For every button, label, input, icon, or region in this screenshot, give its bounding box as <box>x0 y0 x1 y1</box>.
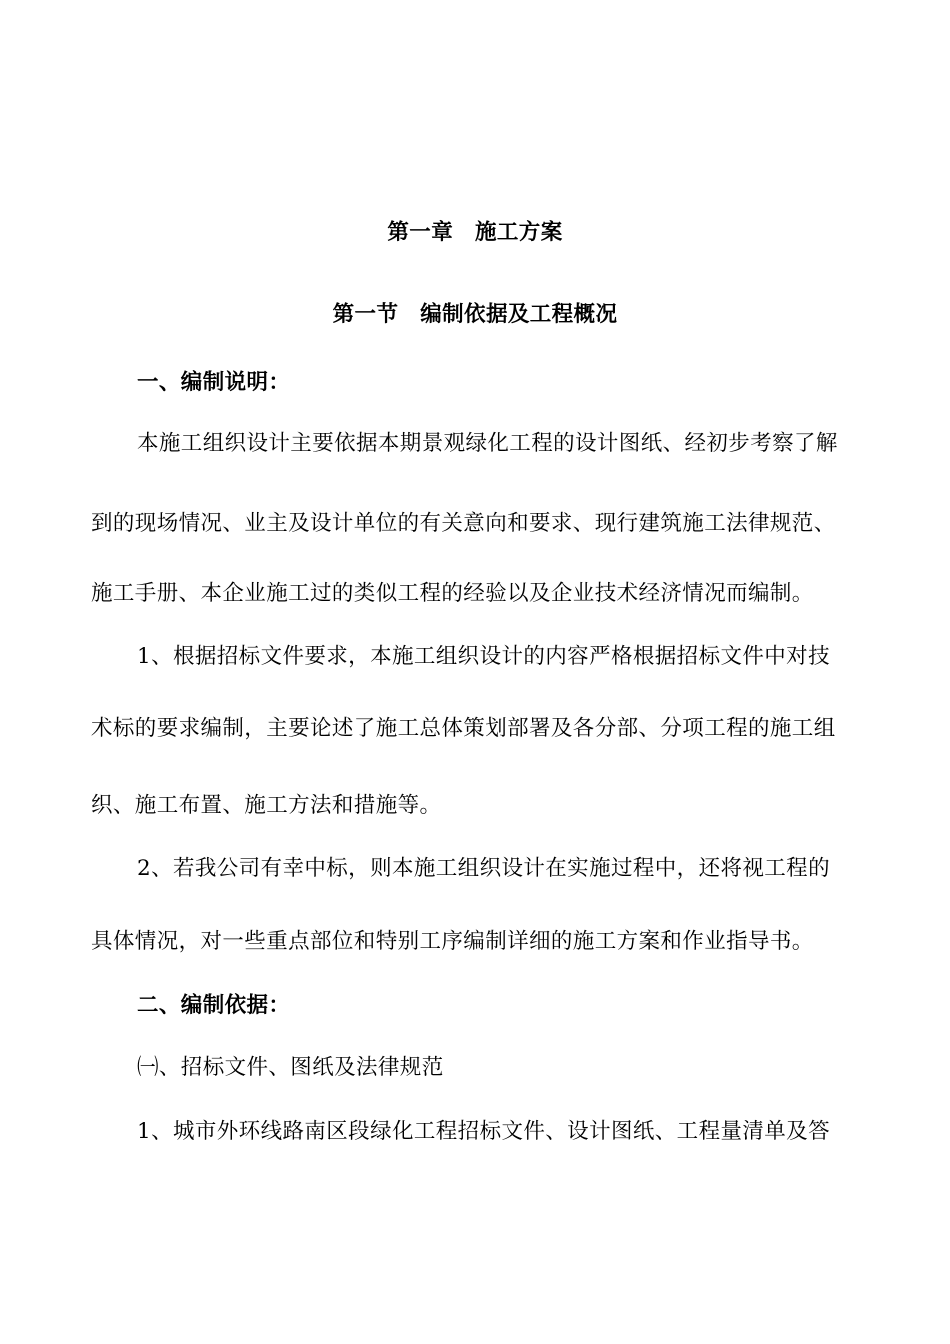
paragraph-line: 本施工组织设计主要依据本期景观绿化工程的设计图纸、经初步考察了解 <box>137 431 838 456</box>
paragraph-line: 施工手册、本企业施工过的类似工程的经验以及企业技术经济情况而编制。 <box>91 581 814 606</box>
paragraph-line: 具体情况，对一些重点部位和特别工序编制详细的施工方案和作业指导书。 <box>91 929 814 954</box>
paragraph-line: 1、根据招标文件要求，本施工组织设计的内容严格根据招标文件中对技 <box>137 644 830 669</box>
paragraph-line: 到的现场情况、业主及设计单位的有关意向和要求、现行建筑施工法律规范、 <box>91 511 836 536</box>
chapter-title: 第一章 施工方案 <box>387 220 563 245</box>
subheading-tender-documents: ㈠、招标文件、图纸及法律规范 <box>137 1055 444 1080</box>
paragraph-line: 术标的要求编制，主要论述了施工总体策划部署及各分部、分项工程的施工组 <box>91 716 836 741</box>
section-title: 第一节 编制依据及工程概况 <box>332 302 618 327</box>
heading-compilation-notes: 一、编制说明： <box>137 370 291 395</box>
paragraph-line: 2、若我公司有幸中标，则本施工组织设计在实施过程中，还将视工程的 <box>137 856 830 881</box>
paragraph-line: 织、施工布置、施工方法和措施等。 <box>91 793 442 818</box>
heading-compilation-basis: 二、编制依据： <box>137 993 291 1018</box>
paragraph-line: 1、城市外环线路南区段绿化工程招标文件、设计图纸、工程量清单及答 <box>137 1119 830 1144</box>
